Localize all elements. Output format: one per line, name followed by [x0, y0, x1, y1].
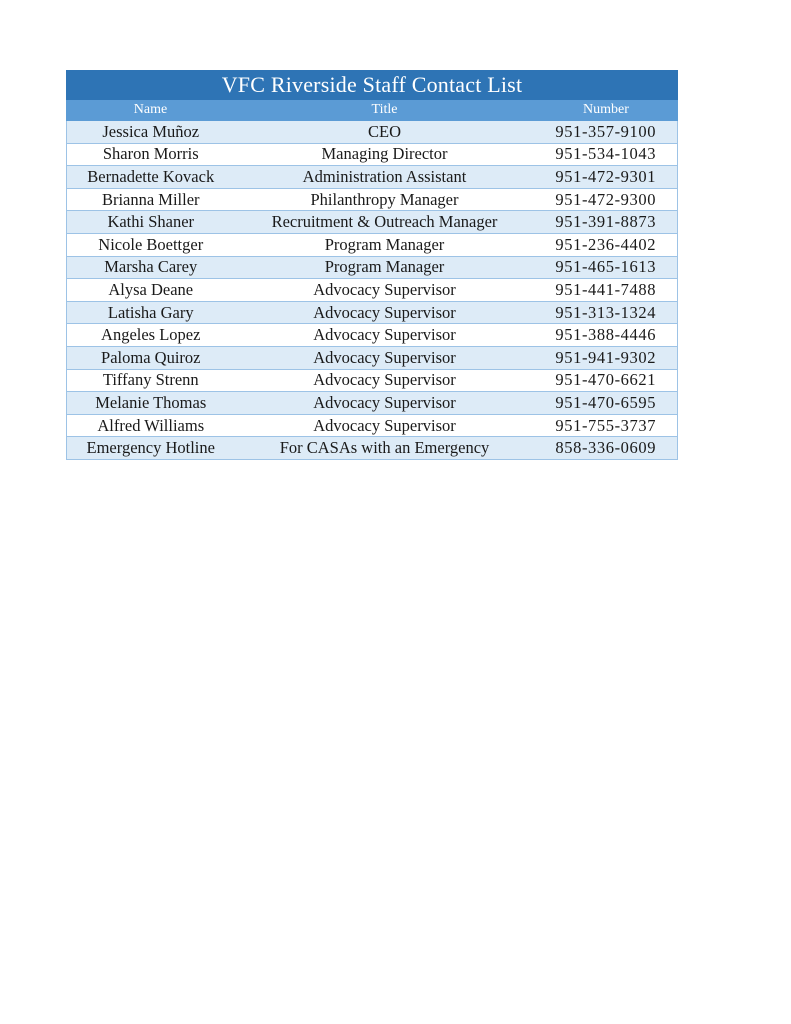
cell-title: Advocacy Supervisor	[235, 414, 535, 437]
cell-number: 858-336-0609	[535, 437, 678, 460]
cell-title: Advocacy Supervisor	[235, 301, 535, 324]
cell-number: 951-391-8873	[535, 211, 678, 234]
cell-number: 951-465-1613	[535, 256, 678, 279]
table-body	[67, 121, 678, 460]
cell-title: CEO	[235, 121, 535, 144]
cell-title: Advocacy Supervisor	[235, 392, 535, 415]
table-row	[67, 437, 678, 460]
cell-name: Angeles Lopez	[67, 324, 235, 347]
cell-number: 951-472-9301	[535, 166, 678, 189]
cell-name: Marsha Carey	[67, 256, 235, 279]
cell-number: 951-470-6595	[535, 392, 678, 415]
cell-name: Alysa Deane	[67, 279, 235, 302]
cell-number: 951-472-9300	[535, 188, 678, 211]
cell-number: 951-313-1324	[535, 301, 678, 324]
cell-number: 951-941-9302	[535, 346, 678, 369]
table-row	[67, 346, 678, 369]
cell-title: Program Manager	[235, 233, 535, 256]
table-row	[67, 392, 678, 415]
cell-name: Tiffany Strenn	[67, 369, 235, 392]
cell-title: Advocacy Supervisor	[235, 279, 535, 302]
cell-name: Jessica Muñoz	[67, 121, 235, 144]
cell-title: Advocacy Supervisor	[235, 346, 535, 369]
table-row	[67, 256, 678, 279]
table-row	[67, 166, 678, 189]
cell-name: Sharon Morris	[67, 143, 235, 166]
cell-name: Emergency Hotline	[67, 437, 235, 460]
column-header-number: Number	[535, 100, 678, 121]
cell-name: Brianna Miller	[67, 188, 235, 211]
cell-title: Advocacy Supervisor	[235, 369, 535, 392]
cell-title: Managing Director	[235, 143, 535, 166]
cell-title: Advocacy Supervisor	[235, 324, 535, 347]
table-row	[67, 301, 678, 324]
table-row	[67, 233, 678, 256]
cell-name: Nicole Boettger	[67, 233, 235, 256]
cell-name: Melanie Thomas	[67, 392, 235, 415]
column-header-name: Name	[67, 100, 235, 121]
column-header-title: Title	[235, 100, 535, 121]
table-title-row	[67, 71, 678, 100]
cell-number: 951-534-1043	[535, 143, 678, 166]
cell-number: 951-388-4446	[535, 324, 678, 347]
cell-name: Kathi Shaner	[67, 211, 235, 234]
table-row	[67, 188, 678, 211]
cell-title: Philanthropy Manager	[235, 188, 535, 211]
table-row	[67, 121, 678, 144]
cell-title: For CASAs with an Emergency	[235, 437, 535, 460]
staff-contact-table	[66, 70, 678, 460]
table-title: VFC Riverside Staff Contact List	[67, 71, 678, 100]
cell-number: 951-441-7488	[535, 279, 678, 302]
cell-number: 951-755-3737	[535, 414, 678, 437]
cell-number: 951-236-4402	[535, 233, 678, 256]
cell-name: Alfred Williams	[67, 414, 235, 437]
cell-name: Paloma Quiroz	[67, 346, 235, 369]
table-row	[67, 279, 678, 302]
table-row	[67, 211, 678, 234]
cell-title: Recruitment & Outreach Manager	[235, 211, 535, 234]
cell-number: 951-470-6621	[535, 369, 678, 392]
table-row	[67, 143, 678, 166]
cell-name: Latisha Gary	[67, 301, 235, 324]
cell-title: Program Manager	[235, 256, 535, 279]
cell-number: 951-357-9100	[535, 121, 678, 144]
table-row	[67, 324, 678, 347]
cell-title: Administration Assistant	[235, 166, 535, 189]
cell-name: Bernadette Kovack	[67, 166, 235, 189]
table-row	[67, 369, 678, 392]
table-header-row	[67, 100, 678, 121]
table-row	[67, 414, 678, 437]
